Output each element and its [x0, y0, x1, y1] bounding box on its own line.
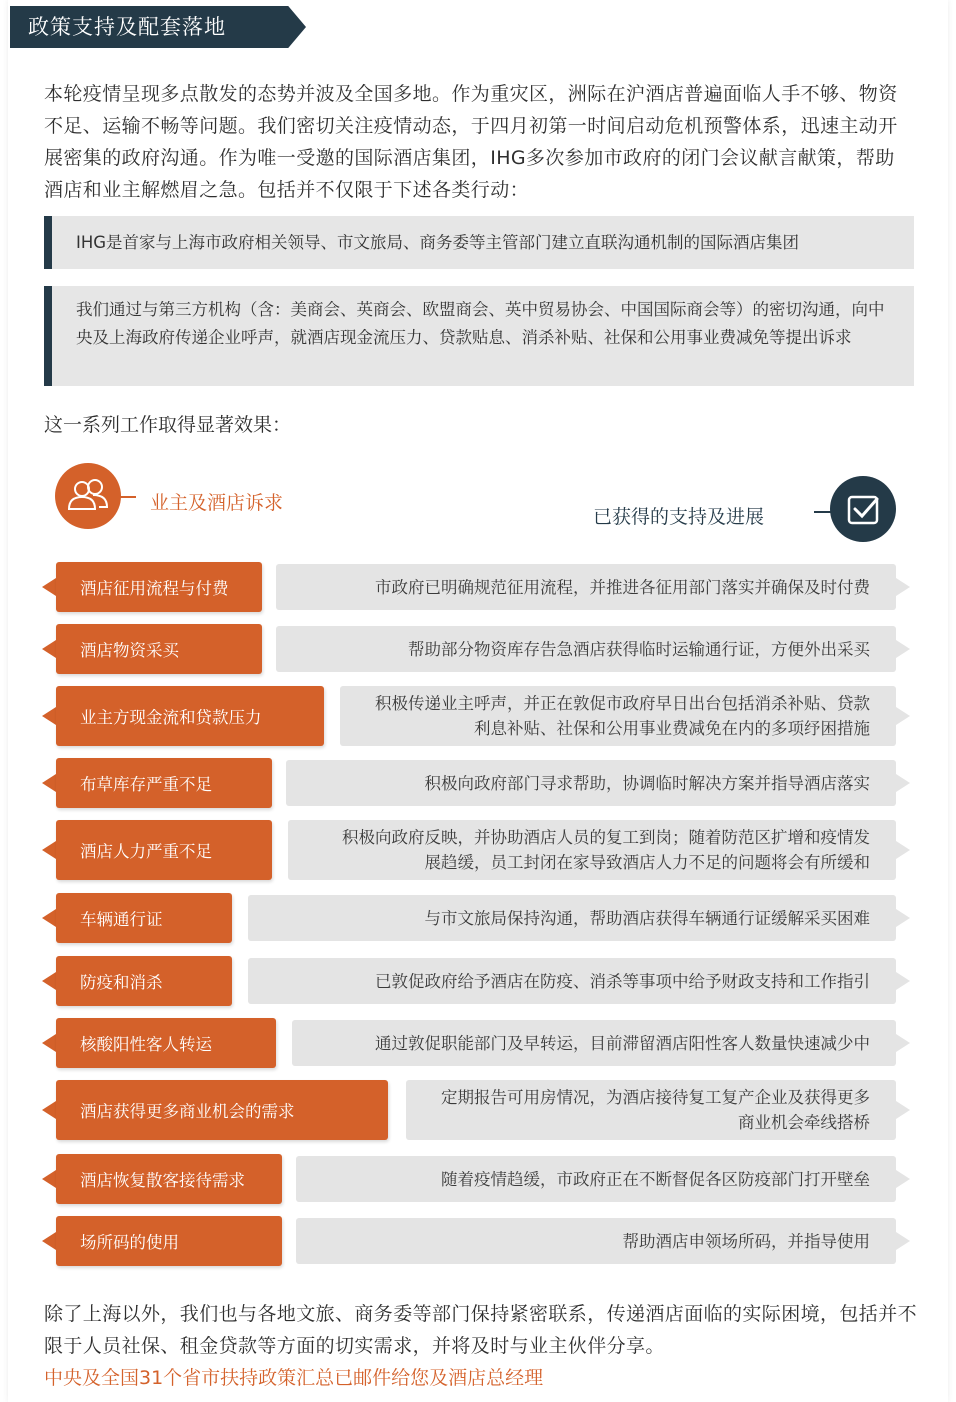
support-arrow — [896, 1232, 910, 1250]
effect-row — [0, 1018, 956, 1068]
support-label: 已获得的支持及进展 — [593, 506, 765, 528]
support-arrow — [896, 1170, 910, 1188]
owner-connector — [118, 496, 136, 498]
pill-arrow — [42, 841, 56, 859]
pill-arrow — [42, 707, 56, 725]
effects-heading: 这一系列工作取得显著效果： — [44, 414, 292, 436]
demand-pill: 布草库存严重不足 — [56, 758, 272, 808]
highlight-note: 中央及全国31个省市扶持政策汇总已邮件给您及酒店总经理 — [44, 1367, 544, 1389]
support-box: 积极传递业主呼声，并正在敦促市政府早日出台包括消杀补贴、贷款利息补贴、社保和公用事业费减免在内的多项纾困措施 — [340, 686, 896, 746]
support-arrow — [896, 707, 910, 725]
support-arrow — [896, 909, 910, 927]
demand-pill: 酒店征用流程与付费 — [56, 562, 262, 612]
pill-arrow — [42, 1170, 56, 1188]
page-title: 政策支持及配套落地 — [28, 15, 226, 39]
demand-pill: 业主方现金流和贷款压力 — [56, 686, 324, 746]
pill-arrow — [42, 1232, 56, 1250]
intro-paragraph: 本轮疫情呈现多点散发的态势并波及全国多地。作为重灾区，洲际在沪酒店普遍面临人手不够、物资不足、运输不畅等问题。我们密切关注疫情动态，于四月初第一时间启动危机预警体系，迅速主动开展密集的政府沟通。作为唯一受邀的国际酒店集团，IHG多次参加市政府的闭门会议献言献策，帮助酒店和业主解燃眉之急。包括并不仅限于下述各类行动： — [44, 83, 898, 201]
demand-pill: 场所码的使用 — [56, 1216, 282, 1266]
owner-label: 业主及酒店诉求 — [150, 492, 284, 514]
checkbox-icon — [830, 476, 896, 542]
support-box: 帮助酒店申领场所码，并指导使用 — [296, 1218, 896, 1264]
effect-row — [0, 893, 956, 943]
support-arrow — [896, 640, 910, 658]
support-arrow — [896, 1034, 910, 1052]
effect-row — [0, 562, 956, 612]
support-arrow — [896, 841, 910, 859]
support-box: 积极向政府部门寻求帮助，协调临时解决方案并指导酒店落实 — [286, 760, 896, 806]
pill-arrow — [42, 1034, 56, 1052]
support-box: 帮助部分物资库存告急酒店获得临时运输通行证，方便外出采买 — [276, 626, 896, 672]
support-arrow — [896, 1101, 910, 1119]
demand-pill: 防疫和消杀 — [56, 956, 232, 1006]
demand-pill: 核酸阳性客人转运 — [56, 1018, 276, 1068]
support-box: 市政府已明确规范征用流程，并推进各征用部门落实并确保及时付费 — [276, 564, 896, 610]
effect-row — [0, 686, 956, 746]
pill-arrow — [42, 774, 56, 792]
support-box: 积极向政府反映，并协助酒店人员的复工到岗；随着防范区扩增和疫情发展趋缓，员工封闭在家导致酒店人力不足的问题将会有所缓和 — [288, 820, 896, 880]
effect-row — [0, 956, 956, 1006]
closing-paragraph: 除了上海以外，我们也与各地文旅、商务委等部门保持紧密联系，传递酒店面临的实际困境，包括并不限于人员社保、租金贷款等方面的切实需求，并将及时与业主伙伴分享。 — [44, 1303, 918, 1357]
effect-row — [0, 758, 956, 808]
demand-pill: 酒店获得更多商业机会的需求 — [56, 1080, 388, 1140]
support-box: 与市文旅局保持沟通，帮助酒店获得车辆通行证缓解采买困难 — [248, 895, 896, 941]
support-box: 已敦促政府给予酒店在防疫、消杀等事项中给予财政支持和工作指引 — [248, 958, 896, 1004]
effect-row — [0, 624, 956, 674]
support-arrow — [896, 972, 910, 990]
pill-arrow — [42, 972, 56, 990]
support-arrow — [896, 578, 910, 596]
people-icon — [55, 463, 121, 529]
effect-row — [0, 820, 956, 880]
quote-block-2: 我们通过与第三方机构（含：美商会、英商会、欧盟商会、英中贸易协会、中国国际商会等）的密切沟通，向中央及上海政府传递企业呼声，就酒店现金流压力、贷款贴息、消杀补贴、社保和公用事业费减免等提出诉求 — [44, 286, 914, 386]
support-box: 通过敦促职能部门及早转运，目前滞留酒店阳性客人数量快速减少中 — [292, 1020, 896, 1066]
effect-row — [0, 1080, 956, 1140]
demand-pill: 酒店恢复散客接待需求 — [56, 1154, 282, 1204]
pill-arrow — [42, 1101, 56, 1119]
demand-pill: 车辆通行证 — [56, 893, 232, 943]
quote-block-1: IHG是首家与上海市政府相关领导、市文旅局、商务委等主管部门建立直联沟通机制的国际酒店集团 — [44, 216, 914, 269]
support-arrow — [896, 774, 910, 792]
pill-arrow — [42, 909, 56, 927]
pill-arrow — [42, 640, 56, 658]
demand-pill: 酒店人力严重不足 — [56, 820, 272, 880]
support-box: 定期报告可用房情况，为酒店接待复工复产企业及获得更多商业机会牵线搭桥 — [406, 1080, 896, 1140]
pill-arrow — [42, 578, 56, 596]
effect-row — [0, 1154, 956, 1204]
support-box: 随着疫情趋缓，市政府正在不断督促各区防疫部门打开壁垒 — [296, 1156, 896, 1202]
demand-pill: 酒店物资采买 — [56, 624, 262, 674]
effect-row — [0, 1216, 956, 1266]
